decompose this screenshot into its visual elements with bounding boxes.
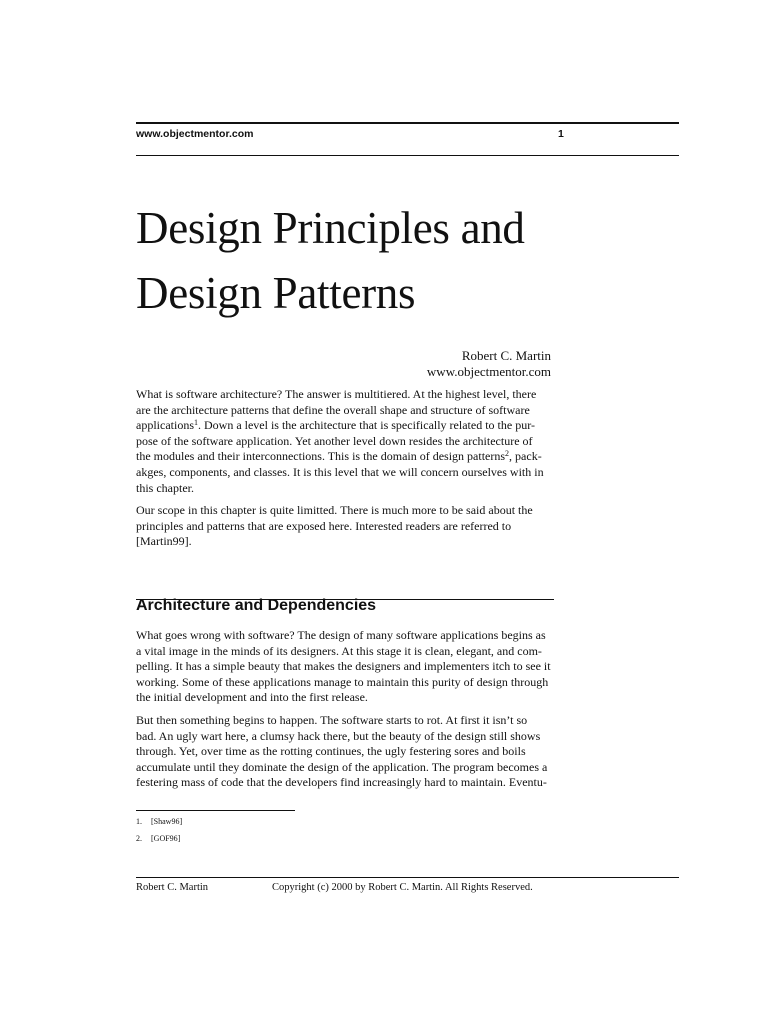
text-line: What goes wrong with software? The design of many software applications begins as bbox=[136, 628, 546, 642]
author-block bbox=[427, 348, 551, 380]
footnote-separator bbox=[136, 810, 295, 811]
text-fragment: the modules and their interconnections. This is the domain of design patterns bbox=[136, 449, 506, 464]
footnote-2 bbox=[136, 834, 180, 844]
text-fragment: . Down a level is the architecture that is specifically related to the pur- bbox=[197, 418, 535, 433]
footer-rule bbox=[136, 877, 679, 878]
text-line: But then something begins to happen. The software starts to rot. At first it isn’t so bbox=[136, 713, 528, 727]
section-paragraph-1 bbox=[136, 628, 576, 706]
text-line: accumulate until they dominate the design of the application. The program becomes a bbox=[136, 759, 548, 774]
text-line: [Martin99]. bbox=[136, 534, 192, 549]
footer-author: Robert C. Martin bbox=[136, 882, 209, 893]
text-fragment: , pack- bbox=[509, 449, 542, 464]
header-site: www.objectmentor.com bbox=[136, 128, 254, 140]
text-line: working. Some of these applications manage to maintain this purity of design through bbox=[136, 674, 549, 689]
text-line: are the architecture patterns that define the overall shape and structure of software bbox=[136, 402, 530, 417]
text-line: festering mass of code that the developers find increasingly hard to maintain. Eventu- bbox=[136, 775, 547, 790]
text-line: pose of the software application. Yet another level down resides the architecture of bbox=[136, 433, 533, 448]
footnote-ref-2: 2 bbox=[505, 449, 510, 459]
text-line: through. Yet, over time as the rotting continues, the ugly festering sores and boils bbox=[136, 744, 526, 759]
footnote-text: [GOF96] bbox=[151, 834, 181, 843]
title-line-1: Design Principles and bbox=[136, 203, 525, 253]
intro-paragraph-2 bbox=[136, 503, 576, 550]
header-page-number: 1 bbox=[558, 128, 564, 140]
section-paragraph-2 bbox=[136, 713, 576, 791]
title-line-2: Design Patterns bbox=[136, 268, 416, 318]
text-line: akges, components, and classes. It is this level that we will concern ourselves with in bbox=[136, 464, 544, 479]
footer-copyright: Copyright (c) 2000 by Robert C. Martin. All Rights Reserved. bbox=[272, 882, 533, 893]
header-bottom-rule bbox=[136, 155, 679, 156]
footnote-text: [Shaw96] bbox=[151, 817, 183, 826]
text-line: this chapter. bbox=[136, 480, 194, 495]
footnote-number: 1. bbox=[136, 817, 142, 826]
document-title bbox=[136, 196, 525, 326]
text-line bbox=[136, 449, 576, 465]
header-top-rule bbox=[136, 122, 679, 124]
footnote-number: 2. bbox=[136, 834, 142, 843]
footnote-ref-1: 1 bbox=[193, 418, 198, 428]
text-line bbox=[136, 418, 576, 434]
text-line: Our scope in this chapter is quite limitted. There is much more to be said about the bbox=[136, 503, 533, 517]
text-line: bad. An ugly wart here, a clumsy hack there, but the beauty of the design still shows bbox=[136, 728, 541, 743]
text-line: principles and patterns that are exposed here. Interested readers are referred to bbox=[136, 518, 512, 533]
intro-paragraph-1 bbox=[136, 387, 576, 496]
author-site: www.objectmentor.com bbox=[426, 364, 551, 379]
section-heading: Architecture and Dependencies bbox=[136, 597, 377, 614]
text-line: the initial development and into the first release. bbox=[136, 690, 368, 705]
text-line: a vital image in the minds of its designers. At this stage it is clean, elegant, and com- bbox=[136, 643, 542, 658]
text-fragment: applications bbox=[136, 418, 194, 433]
text-line: What is software architecture? The answer is multitiered. At the highest level, there bbox=[136, 387, 537, 401]
text-line: pelling. It has a simple beauty that makes the designers and implementers itch to see it bbox=[136, 659, 551, 674]
footnote-1 bbox=[136, 817, 182, 827]
author-name: Robert C. Martin bbox=[461, 348, 551, 363]
